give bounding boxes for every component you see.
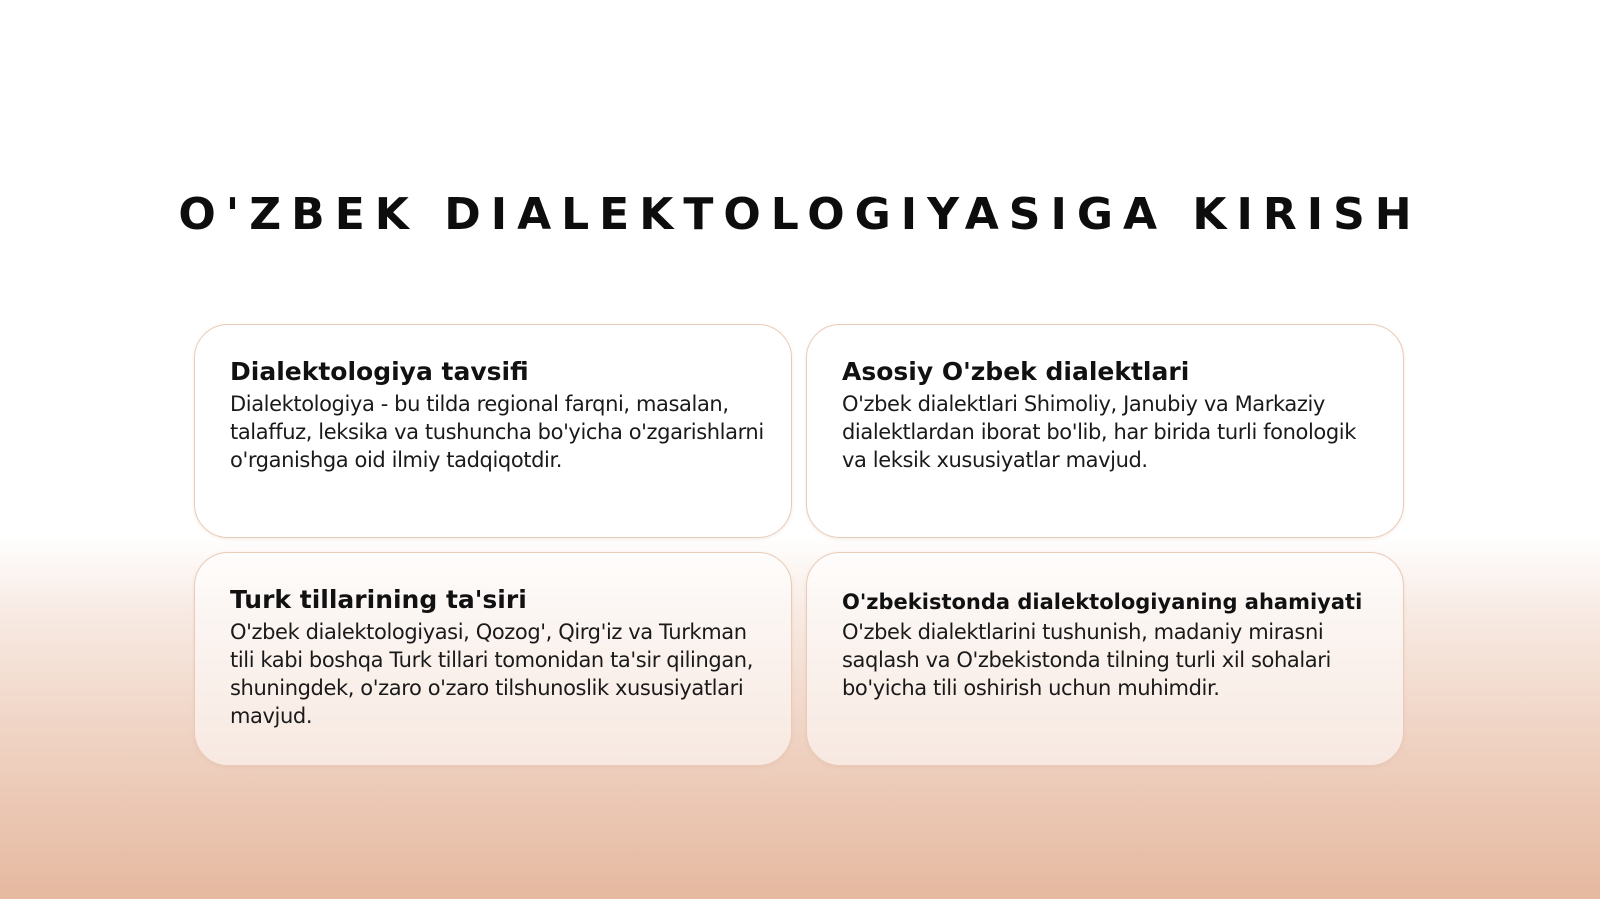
card-body: O'zbek dialektologiyasi, Qozog', Qirg'iz va Turkman tili kabi boshqa Turk tillari tomonidan ta'sir qilingan, shuningdek, o'zaro o'zaro tilshunoslik xususiyatlari mavjud. [230,620,753,728]
card-body: O'zbek dialektlari Shimoliy, Janubiy va Markaziy dialektlardan iborat bo'lib, har birida turli fonologik va leksik xususiyatlar mavjud. [842,392,1356,472]
card-body: Dialektologiya - bu tilda regional farqni, masalan, talaffuz, leksika va tushuncha bo'yicha o'zgarishlarni o'rganishga oid ilmiy tadqiqotdir. [230,392,764,472]
card-heading: Asosiy O'zbek dialektlari [842,357,1190,386]
card-dialectology-description [194,324,792,538]
card-turkic-influence [194,552,792,766]
card-heading: Dialektologiya tavsifi [230,357,529,386]
card-dialectology-importance [806,552,1404,766]
slide-title: O'ZBEK DIALEKTOLOGIYASIGA KIRISH [178,189,1422,240]
card-body: O'zbek dialektlarini tushunish, madaniy mirasni saqlash va O'zbekistonda tilning turli xil sohalari bo'yicha tili oshirish uchun muhimdir. [842,620,1331,700]
card-heading: O'zbekistonda dialektologiyaning ahamiyati [842,590,1363,614]
card-heading: Turk tillarining ta'siri [230,585,527,614]
card-main-dialects [806,324,1404,538]
